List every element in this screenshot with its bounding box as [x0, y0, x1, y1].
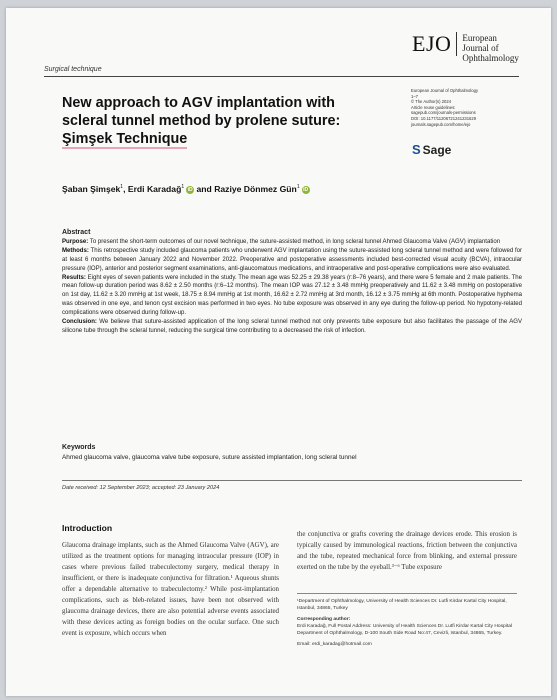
section-label: Purpose:	[62, 238, 89, 245]
section-label: Methods:	[62, 247, 89, 254]
corresponding-author-email[interactable]: Email: erdi_karadag@hotmail.com	[297, 642, 372, 647]
author-list	[62, 184, 310, 194]
meta-line: DOI: 10.1177/11206721241231629	[411, 115, 477, 121]
journal-abbrev: EJO	[412, 32, 457, 56]
corresponding-author-text: Erdi Karadağ, Full Postal Address: University of Health Sciences Dr. Lutfi Kirdar Kartal City Hospital Department of Ophthalmology, D-100 South Side Road No:47, Cevizli, Istanbul, 34865, Turkey.	[297, 624, 513, 636]
body-paragraph: the conjunctiva or grafts covering the drainage devices erode. This erosion is typically caused by immunological reactions, friction between the conjunctiva and the tube, repeated mechanical force from blinking, and external pressure exerted on the tube by the eyeball.³⁻⁶ Tube exposure	[297, 530, 517, 571]
section-text: We believe that suture-assisted application of the long scleral tunnel method not only prevents tube exposure but also facilitates the passage of the AGV silicone tube through the scleral tunnel, reducing the surgical time contributing to a decreased the risk of infection.	[62, 319, 522, 334]
author-name[interactable]: Erdi Karadağ	[127, 184, 182, 194]
author-name[interactable]: Şaban Şimşek	[62, 184, 121, 194]
keywords-text: Ahmed glaucoma valve, glaucoma valve tube exposure, suture assisted implantation, long scleral tunnel	[62, 454, 357, 461]
publisher-name: Sage	[422, 142, 452, 157]
section-text: To present the short-term outcomes of our novel technique, the suture-assisted method, in long scleral tunnel Ahmed Glaucoma Valve (AGV) implantation	[88, 238, 501, 245]
affiliation-mark: 1	[120, 184, 124, 191]
author-name[interactable]: Raziye Dönmez Gün	[214, 184, 297, 194]
abstract-heading: Abstract	[62, 229, 91, 236]
affiliation-mark: 1	[296, 184, 300, 191]
journal-name-line: Journal of	[462, 43, 499, 53]
keywords-heading: Keywords	[62, 444, 96, 451]
section-label: Results:	[62, 274, 86, 281]
header-divider	[44, 76, 519, 77]
journal-meta	[411, 88, 531, 127]
introduction-right-column	[297, 522, 517, 580]
section-text: Eight eyes of seven patients were included in the study. The mean age was 52.25 ± 29.38 years (r:8–76 years), and there were 5 female and 2 male patients. The mean follow-up duration period was 8.62 ± 2.50 months (r:6–12 months). The mean IOP was 27.12 ± 3.48 mmHg preoperatively and 11.62 ± 3.48 mmHg on postoperative on 1st day, 11.62 ± 3.20 mmHg at 1st week, 18.75 ± 8.94 mmHg at 1st month, 16.62 ± 2.72 mmHg at 3rd month, 16.12 ± 3.75 mmHg at 6th month. Postoperative hyphema was observed in one eye, and tenon cyst excision was performed in two eyes. No tube exposure was observed in any eye during the follow-up period. No hypotony-related complications were observed during follow-up.	[62, 274, 522, 317]
meta-line: Article reuse guidelines:	[411, 104, 456, 110]
meta-line: European Journal of Ophthalmology	[411, 88, 479, 93]
orcid-icon[interactable]: iD	[187, 186, 193, 193]
keywords	[62, 444, 522, 461]
affiliation-note: ¹Department of Ophthalmology, University of Health Sciences Dr. Lutfi Kirdar Kartal City Hospital, Istanbul, 34865, Turkey	[297, 599, 507, 611]
article-title	[62, 94, 402, 148]
meta-line: sagepub.com/journals-permissions	[411, 110, 476, 116]
corresponding-author-heading: Corresponding author:	[297, 617, 351, 622]
orcid-icon[interactable]: iD	[303, 186, 309, 193]
meta-line: 1–7	[411, 93, 418, 99]
article-category: Surgical technique	[44, 66, 102, 73]
meta-line: journals.sagepub.com/home/ejo	[411, 121, 471, 127]
paper-page	[6, 8, 551, 696]
abstract-conclusion	[62, 318, 522, 336]
section-label: Conclusion:	[62, 319, 97, 326]
abstract-purpose	[62, 238, 522, 247]
introduction-left-column	[62, 540, 279, 639]
sage-icon: S	[412, 142, 421, 157]
journal-name	[457, 33, 519, 63]
introduction-heading: Introduction	[62, 523, 113, 533]
publisher-logo	[412, 142, 451, 157]
author-separator: and	[194, 184, 215, 194]
title-line: scleral tunnel method by prolene suture:	[62, 113, 341, 129]
body-paragraph: Glaucoma drainage implants, such as the Ahmed Glaucoma Valve (AGV), are utilized as the treatment options for managing intraocular pressure (IOP) in cases where previous failed trabeculectomy surgery, medical therapy in insufficient, or there is inadequate conjunctiva for filtration.¹ Aqueous shunts offer a dependable alternative to trabeculectomy.² While post-implantation complications, such as bleb-related issues, have been not observed with glaucoma drainage devices, there are also potential adverse events associated with these devices acting as foreign bodies on the ocular surface. One such event is exposure, which occurs when	[62, 542, 279, 637]
journal-name-line: Ophthalmology	[462, 53, 519, 63]
meta-line: © The Author(s) 2024	[411, 99, 452, 105]
abstract-results	[62, 274, 522, 319]
affiliation-mark: 1	[181, 184, 185, 191]
abstract-methods	[62, 247, 522, 274]
journal-logo	[412, 32, 519, 63]
journal-name-line: European	[462, 33, 497, 43]
title-highlight: Şimşek Technique	[62, 131, 188, 147]
title-line: New approach to AGV implantation with	[62, 95, 335, 111]
author-separator: ,	[123, 184, 128, 194]
section-text: This retrospective study included glaucoma patients who underwent AGV implantation using the suture-assisted long scleral tunnel method and were followed for at least 6 months between January 2022 and November 2022. Preoperative and postoperative assessments included best-corrected visual acuity (BCVA), intraocular pressure (IOP), anterior and posterior segment examinations, anti-glaucomatous medications, and intraoperative and post-operative complications were also evaluated.	[62, 247, 522, 272]
article-dates: Date received: 12 September 2023; accepted: 23 January 2024	[62, 480, 522, 491]
footnotes	[297, 593, 517, 652]
abstract	[62, 229, 522, 336]
title-line	[62, 130, 402, 148]
